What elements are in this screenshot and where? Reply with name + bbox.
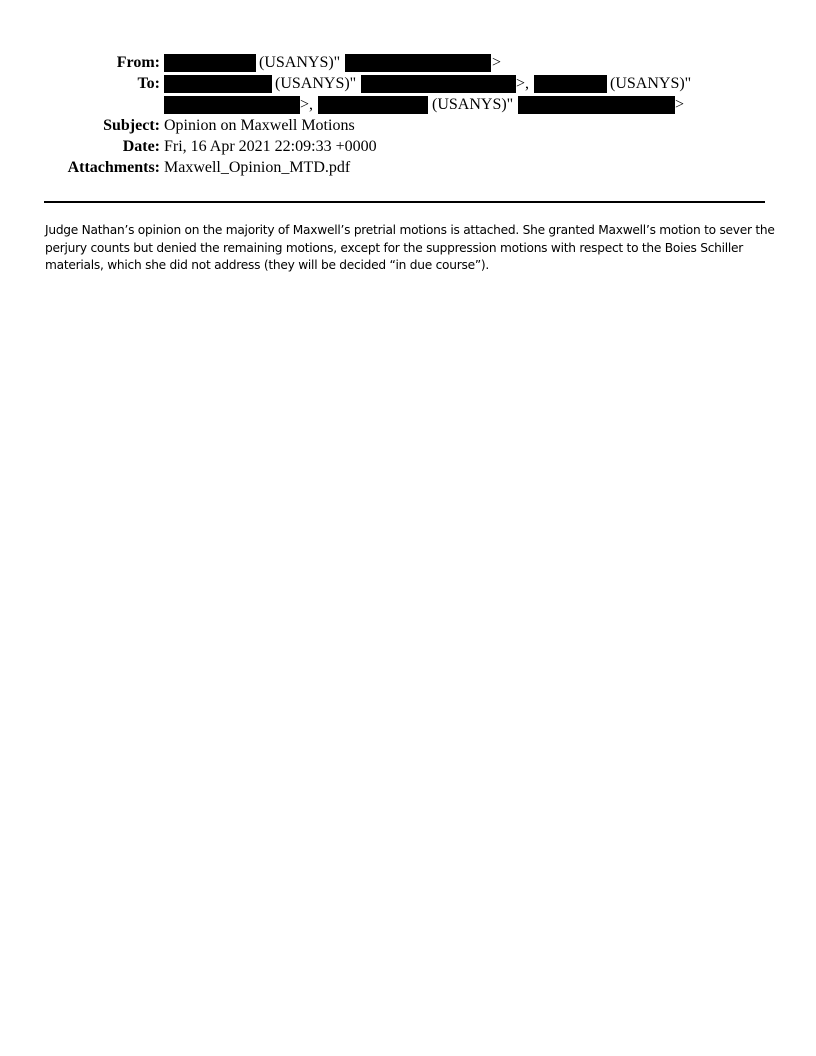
to-org-3: (USANYS)": [432, 96, 514, 113]
attachments-label: Attachments:: [67, 159, 160, 176]
attachment-filename: Maxwell_Opinion_MTD.pdf: [164, 159, 351, 176]
to-separator-2: >,: [300, 96, 314, 113]
to-close: >: [675, 96, 685, 113]
redaction-block: [164, 75, 272, 93]
to-row-continued: [0, 94, 816, 115]
header-divider: [44, 201, 765, 203]
subject-row: [0, 115, 816, 136]
redaction-block: [318, 96, 428, 114]
email-body: [45, 222, 775, 275]
redaction-block: [345, 54, 491, 72]
body-paragraph: Judge Nathan’s opinion on the majority of Maxwell’s pretrial motions is attached. She granted Maxwell’s motion to sever the perjury counts but denied the remaining motions, except for the suppression motions with respect to the Boies Schiller materials, which she did not address (they will be decided “in due course”).: [45, 223, 775, 272]
from-row: [0, 52, 816, 73]
redaction-block: [164, 96, 300, 114]
to-org-2: (USANYS)": [610, 75, 692, 92]
from-close: >: [492, 54, 502, 71]
date-value: Fri, 16 Apr 2021 22:09:33 +0000: [164, 138, 377, 155]
email-header: [0, 52, 816, 178]
to-row: [0, 73, 816, 94]
subject-label: Subject:: [103, 117, 160, 134]
date-row: [0, 136, 816, 157]
to-label: To:: [137, 75, 160, 92]
attachments-row: [0, 157, 816, 178]
from-label: From:: [116, 54, 160, 71]
redaction-block: [361, 75, 516, 93]
date-label: Date:: [122, 138, 160, 155]
to-org-1: (USANYS)": [275, 75, 357, 92]
redaction-block: [518, 96, 675, 114]
from-org: (USANYS)": [259, 54, 341, 71]
subject-value: Opinion on Maxwell Motions: [164, 117, 355, 134]
redaction-block: [534, 75, 607, 93]
redaction-block: [164, 54, 256, 72]
to-separator-1: >,: [516, 75, 530, 92]
